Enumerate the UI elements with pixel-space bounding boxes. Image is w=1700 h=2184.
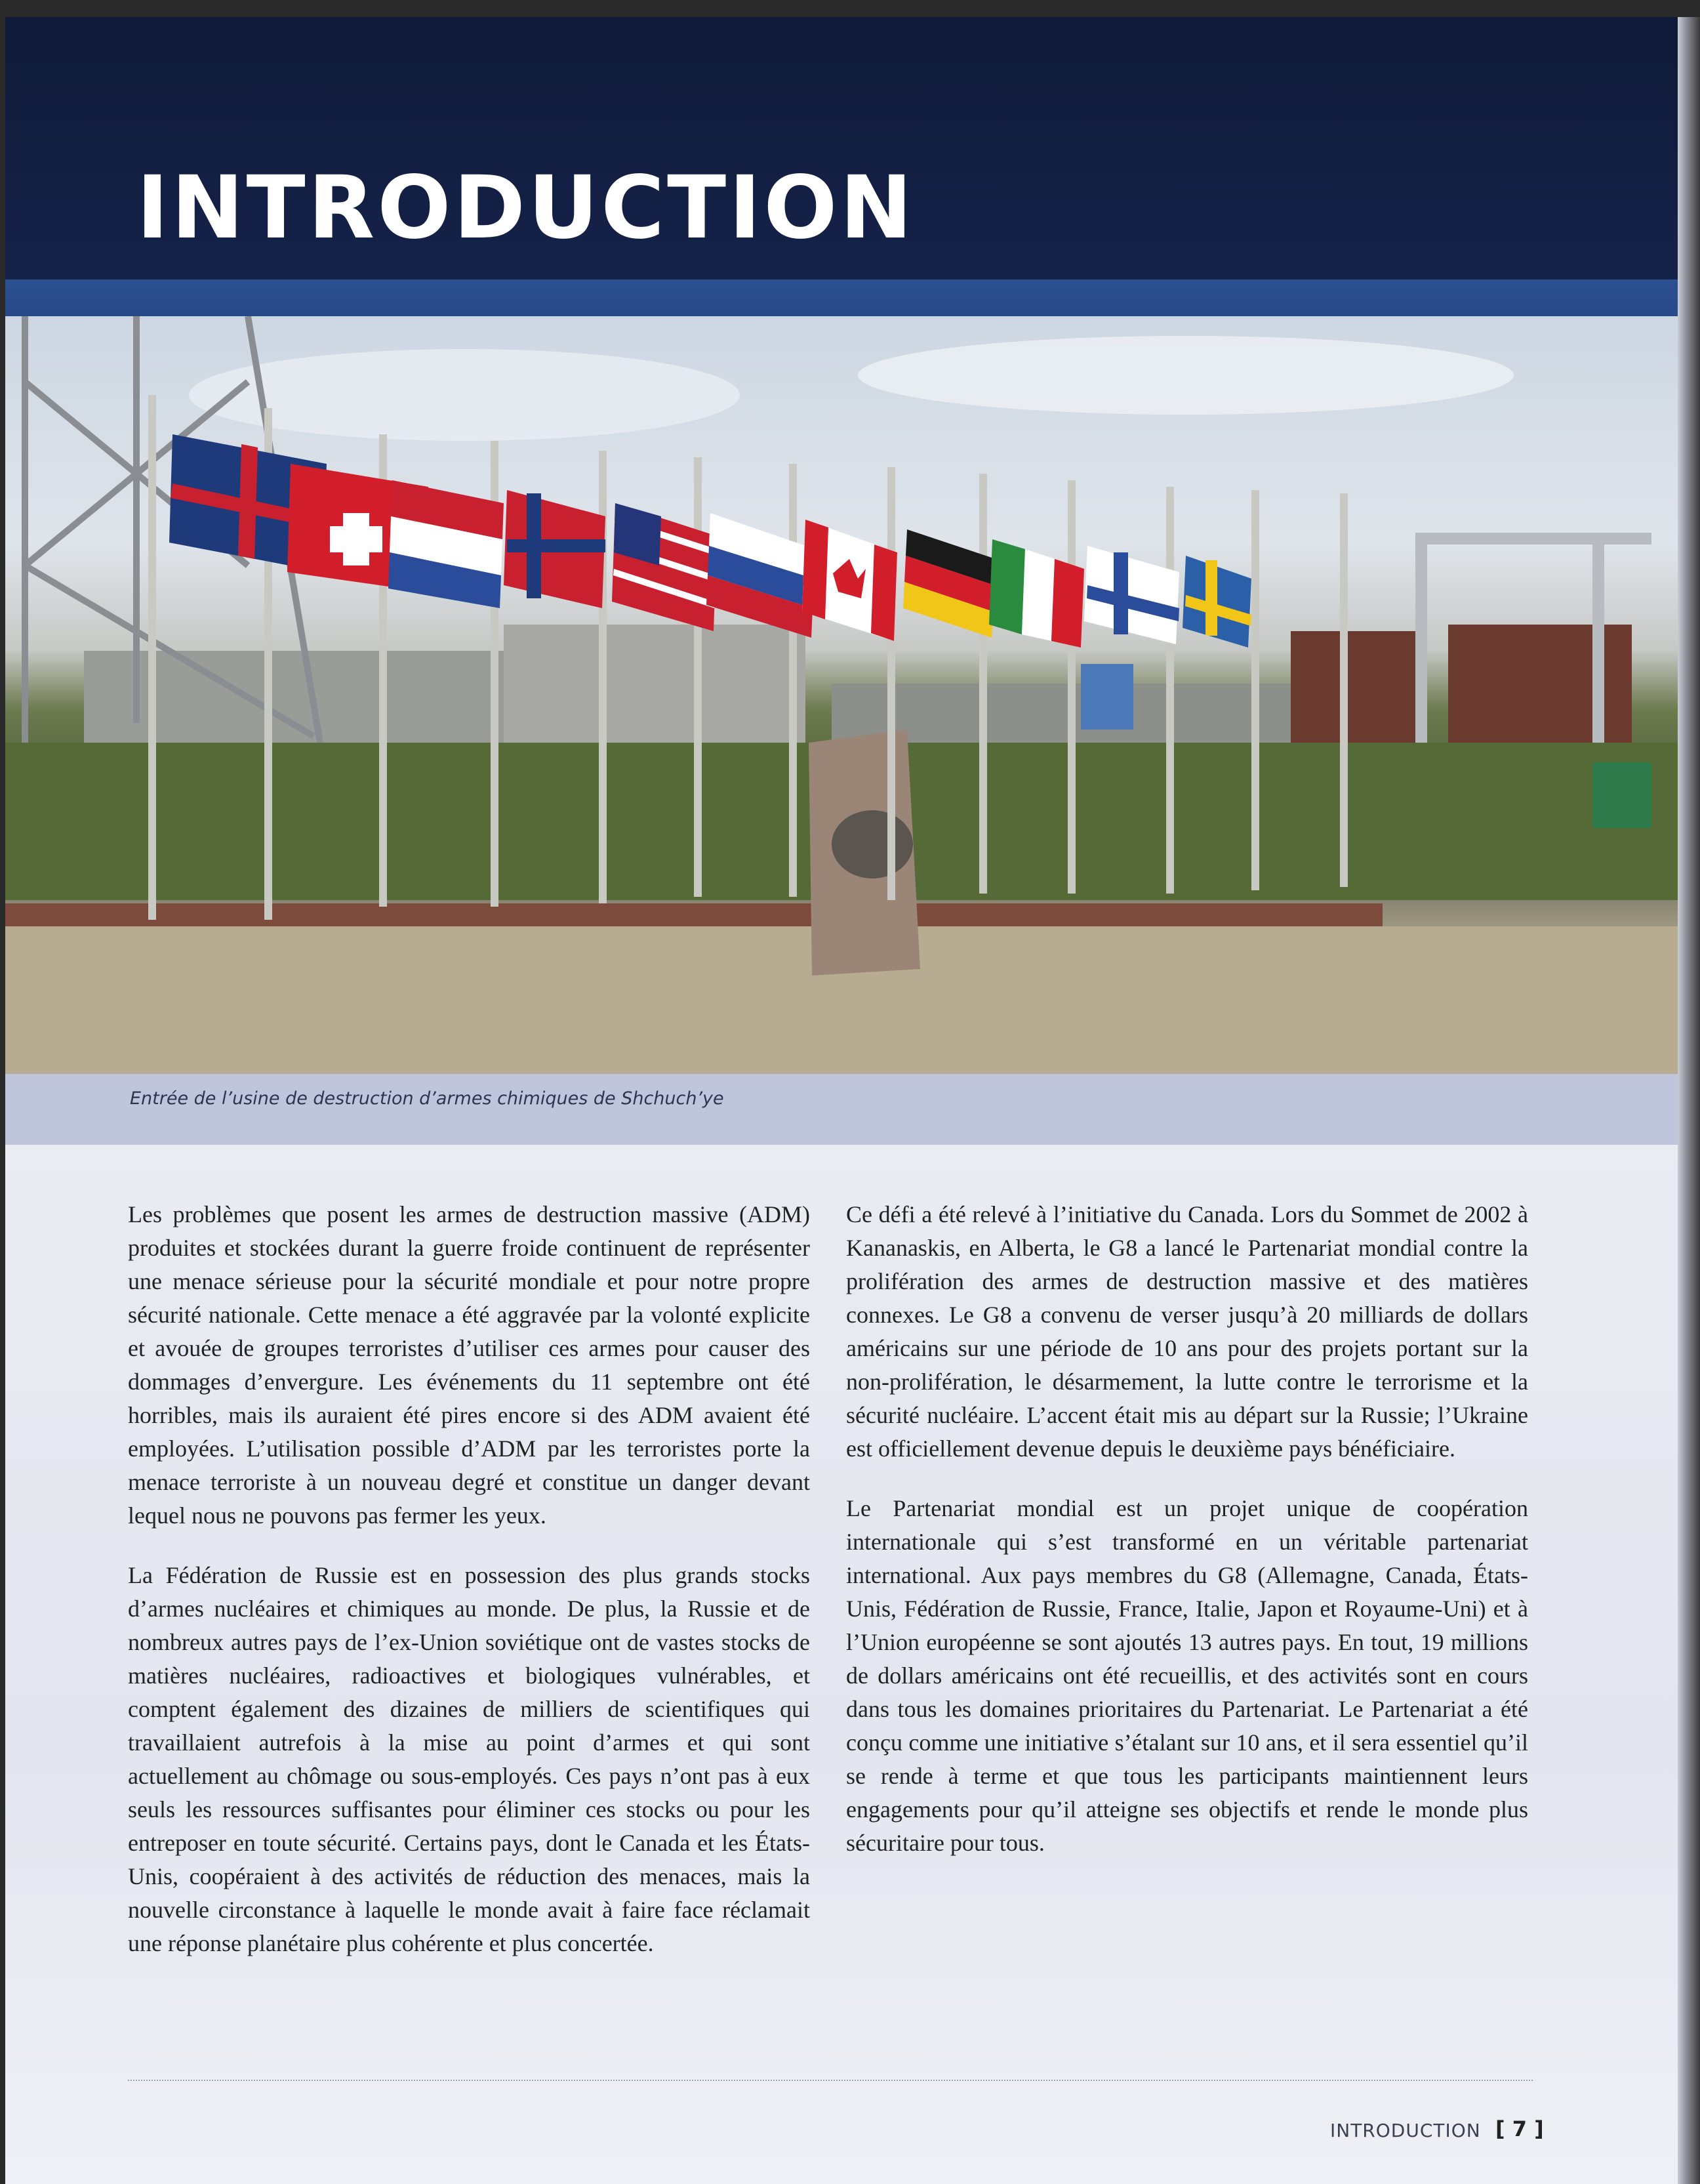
paragraph: La Fédération de Russie est en possession des plus grands stocks d’armes nucléaires et chimiques au monde. De plus, la Russie et de nombreux autres pays de l’ex-Union soviétique ont de vastes stocks de matières nucléaires, radioactives et biologiques vulnérables, et comptent également des dizaines de milliers de scientifiques qui travaillaient autrefois à la mise au point d’armes et qui sont actuellement au chômage ou sous-employés. Ces pays n’ont pas à eux seuls les ressources suffisantes pour éliminer ces stocks ou pour les entreposer en toute sécurité. Certains pays, dont le Canada et les États-Unis, coopéraient à des activités de réduction des menaces, mais la nouvelle circonstance à laquelle le monde avait à faire face réclamait une réponse planétaire plus cohérente et plus concertée. xyxy=(128,1562,810,1956)
paragraph: Ce défi a été relevé à l’initiative du Canada. Lors du Sommet de 2002 à Kananaskis, en Alberta, le G8 a lancé le Partenariat mondial contre la prolifération des armes de destruction massive et des matières connexes. Le G8 a convenu de verser jusqu’à 20 milliards de dollars américains sur une période de 10 ans pour des projets portant sur la non-prolifération, le désarmement, la lutte contre le terrorisme et la sécurité nucléaire. L’accent était mis au départ sur la Russie; l’Ukraine est officiellement devenue depuis le deuxième pays bénéficiaire. xyxy=(846,1201,1528,1462)
header-stripe xyxy=(5,279,1678,316)
header-band xyxy=(5,17,1678,279)
paragraph: Les problèmes que posent les armes de destruction massive (ADM) produites et stockées durant la guerre froide continuent de représenter une menace sérieuse pour la sécurité mondiale et pour notre propre sécurité nationale. Cette menace a été aggravée par la volonté explicite et avouée de groupes terroristes d’utiliser ces armes pour causer des dommages d’envergure. Les événements du 11 septembre ont été horribles, mais ils auraient été pires encore si des ADM avaient été employées. L’utilisation possible d’ADM par les terroristes porte la menace terroriste à un nouveau degré et constitue un danger devant lequel nous ne pouvons pas fermer les yeux. xyxy=(128,1201,810,1529)
photo-caption: Entrée de l’usine de destruction d’armes chimiques de Shchuch’ye xyxy=(130,1088,724,1109)
footer-section-label: INTRODUCTION xyxy=(1330,2120,1481,2141)
page-title: INTRODUCTION xyxy=(136,157,915,258)
flags-photo xyxy=(5,316,1678,1074)
body-column-right xyxy=(846,1198,1528,1886)
photo-illustration xyxy=(5,316,1678,1074)
footer-divider xyxy=(128,2080,1533,2081)
page-number: [ 7 ] xyxy=(1495,2116,1544,2141)
body-column-left xyxy=(128,1198,810,1987)
page-edge xyxy=(1678,17,1700,2184)
caption-band xyxy=(5,1074,1678,1145)
document-page xyxy=(5,17,1678,2184)
paragraph: Le Partenariat mondial est un projet unique de coopération internationale qui s’est transformé en un véritable partenariat international. Aux pays membres du G8 (Allemagne, Canada, États-Unis, Fédération de Russie, France, Italie, Japon et Royaume-Uni) et à l’Union européenne se sont ajoutés 13 autres pays. En tout, 19 millions de dollars américains ont été recueillis, et des activités sont en cours dans tous les domaines prioritaires du Partenariat. Le Partenariat a été conçu comme une initiative s’étalant sur 10 ans, et il sera essentiel qu’il se rende à terme et que tous les participants maintiennent leurs engagements pour qu’il atteigne ses objectifs et rende le monde plus sécuritaire pour tous. xyxy=(846,1495,1528,1856)
